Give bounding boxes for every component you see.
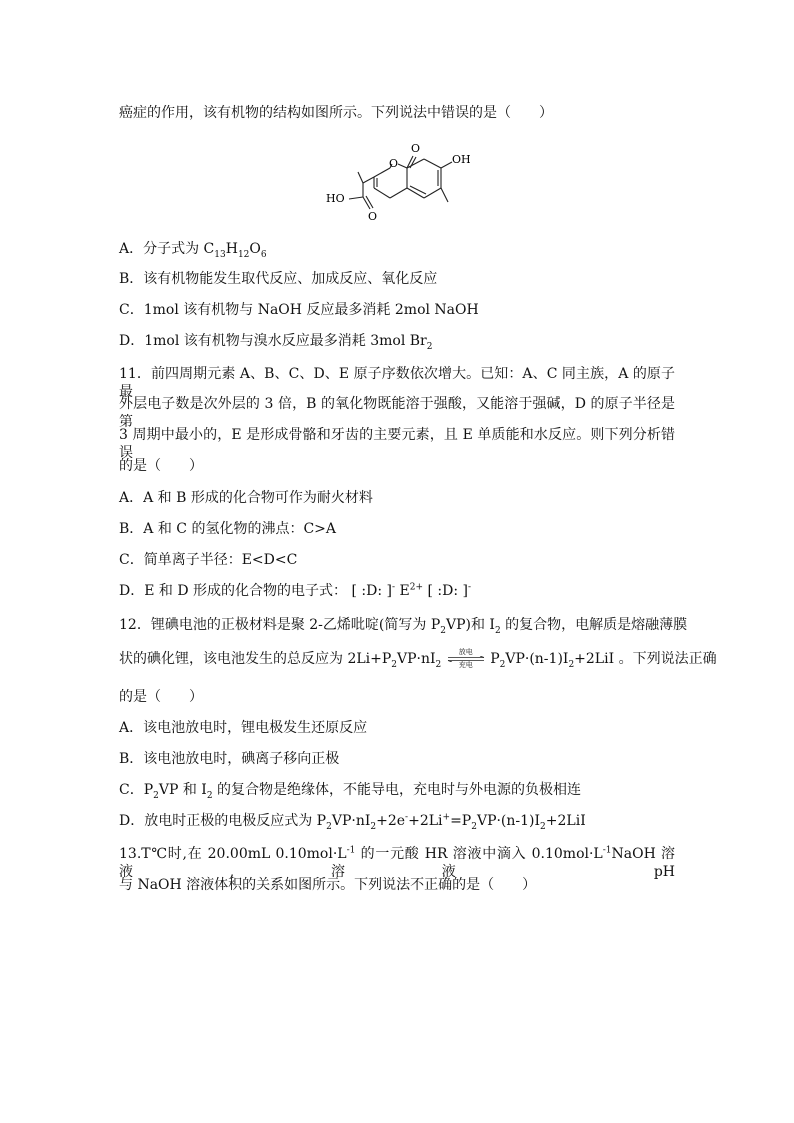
q11-option-c[interactable]: C．简单离子半径：E<D<C [119, 552, 298, 568]
q11-stem-line2: 外层电子数是次外层的 3 倍，B 的氧化物既能溶于强酸，又能溶于强碱，D 的原子半径是第 [119, 396, 675, 430]
q10-option-d[interactable]: D．1mol 该有机物与溴水反应最多消耗 3mol $Br_2$ [119, 333, 433, 352]
q10-option-a[interactable]: A．分子式为 $C_{13}H_{12}O_6$ [119, 241, 267, 260]
q11-stem-line4: 的是（ ） [119, 458, 203, 474]
q12-stem-line1: 12．锂碘电池的正极材料是聚 2-乙烯吡啶(简写为 $P_2VP$)和 $I_2$ 的复合物，电解质是熔融薄膜 [119, 617, 688, 636]
label-o-carbonyl: O [411, 142, 421, 155]
q11-stem-line1: 11．前四周期元素 A、B、C、D、E 原子序数依次增大。已知：A、C 同主族，A 的原子最 [119, 366, 675, 400]
q12-option-b[interactable]: B．该电池放电时，碘离子移向正极 [119, 751, 340, 767]
label-oh: OH [452, 153, 471, 166]
q11-stem-line3: 3 周期中最小的，E 是形成骨骼和牙齿的主要元素，且 E 单质能和水反应。则下列分析错误 [119, 427, 675, 461]
q11-option-b[interactable]: B．A 和 C 的氢化物的沸点：C>A [119, 521, 337, 537]
q12-option-d[interactable]: D．放电时正极的电极反应式为 $P_2VP\cdot nI_2+2e^-+2Li^+=P_2VP\cdot(n-1)I_2+2LiI$ [119, 812, 586, 832]
q11-option-a[interactable]: A．A 和 B 形成的化合物可作为耐火材料 [119, 490, 373, 506]
label-o-acid: O [368, 210, 378, 223]
q13-stem-line1: 13.T℃时,在 20.00mL $0.10mol\cdot L^{-1}$ 的一元酸 HR 溶液中滴入 $0.10mol\cdot L^{-1}NaOH$ 溶液,溶液 pH [119, 845, 675, 880]
molecule-structure [318, 136, 488, 230]
q10-option-b[interactable]: B．该有机物能发生取代反应、加成反应、氧化反应 [119, 271, 438, 287]
electron-formula: [ :D: ]- $E^{2+}$ [ :D: ]- [351, 582, 472, 599]
q10-option-c[interactable]: C．1mol 该有机物与 NaOH 反应最多消耗 2mol NaOH [119, 302, 479, 318]
q12-option-a[interactable]: A．该电池放电时，锂电极发生还原反应 [119, 720, 368, 736]
q12-option-c[interactable]: C．$P_2VP$ 和 $I_2$ 的复合物是绝缘体，不能导电，充电时与外电源的负极相连 [119, 782, 582, 801]
label-o-ring: O [389, 157, 399, 170]
q13-stem-line2: 与 NaOH 溶液体积的关系如图所示。下列说法不正确的是（ ） [119, 877, 537, 893]
q12-stem-line2: 状的碘化锂，该电池发生的总反应为 $2Li+P_2VP\cdot nI_2$ 放电 充电 $P_2VP\cdot(n-1)I_2+2LiI$ 。下列说法正确 [119, 648, 717, 670]
q10-stem: 癌症的作用，该有机物的结构如图所示。下列说法中错误的是（ ） [119, 105, 553, 121]
label-ho: HO [326, 192, 345, 205]
reversible-arrow: 放电 充电 [446, 650, 486, 668]
q11-option-d[interactable]: D．E 和 D 形成的化合物的电子式： [ :D: ]- $E^{2+}$ [ :D: ]- [119, 582, 472, 599]
q12-stem-line3: 的是（ ） [119, 689, 203, 705]
